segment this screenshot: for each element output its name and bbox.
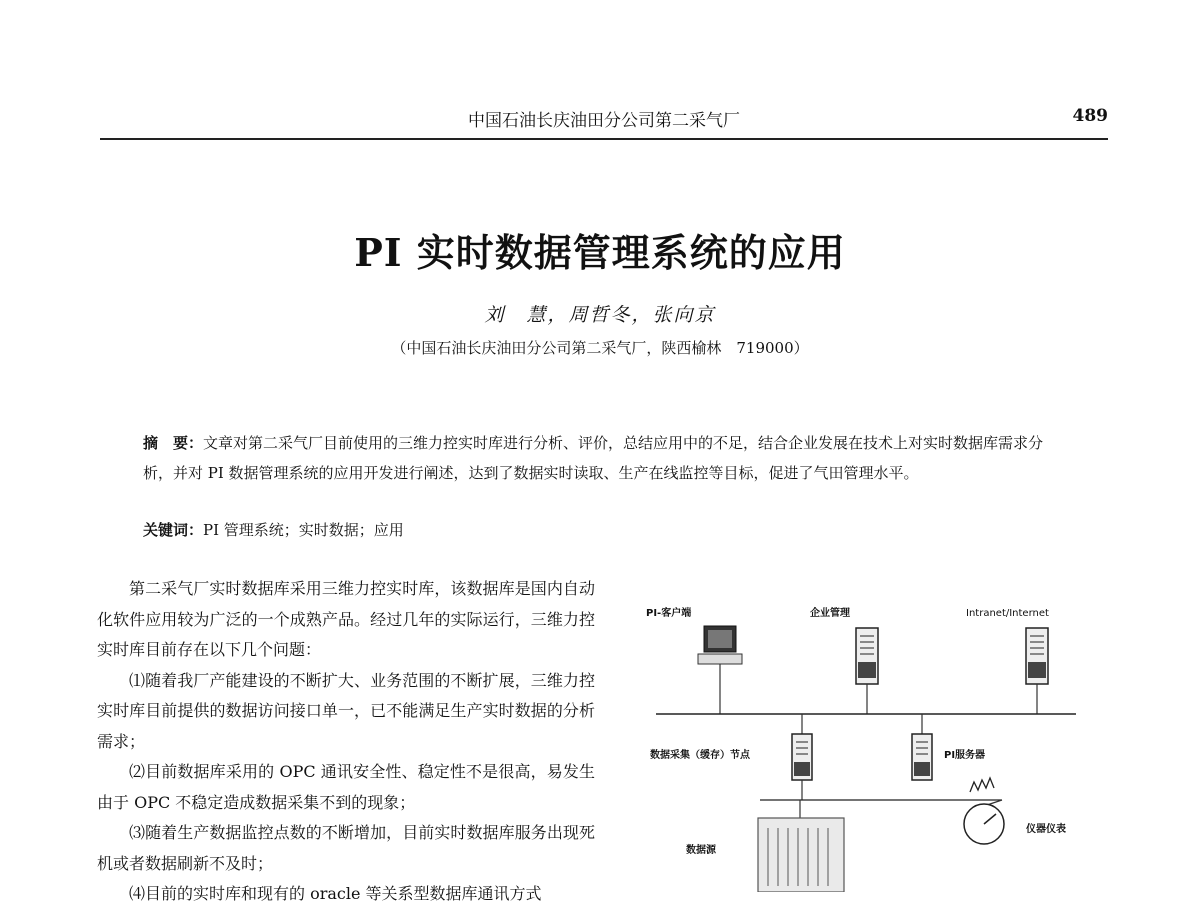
authors: 刘 慧，周哲冬，张向京 — [484, 304, 716, 326]
paper-title: PI 实时数据管理系统的应用 — [354, 230, 846, 275]
body-paragraph-4: ⑶随着生产数据监控点数的不断增加，目前实时数据库服务出现死机或者数据刷新不及时； — [97, 823, 595, 873]
body-paragraph-1: 第二采气厂实时数据库采用三维力控实时库，该数据库是国内自动化软件应用较为广泛的一个成熟产品。经过几年的实际运行，三维力控实时库目前存在以下几个问题： — [97, 579, 595, 659]
body-paragraph-5: ⑷目前的实时库和现有的 oracle 等关系型数据库通讯方式 — [129, 884, 542, 903]
body-paragraph-2: ⑴随着我厂产能建设的不断扩大、业务范围的不断扩展，三维力控实时库目前提供的数据访问接口单一，已不能满足生产实时数据的分析需求； — [97, 670, 595, 751]
pi-server-icon — [912, 714, 932, 780]
body-paragraph-3: ⑵目前数据库采用的 OPC 通讯安全性、稳定性不是很高，易发生由于 OPC 不稳定造成数据采集不到的现象； — [97, 762, 595, 812]
keywords-label: 关键词： — [143, 521, 204, 539]
keywords-text: PI 管理系统；实时数据；应用 — [203, 521, 404, 539]
keywords — [143, 519, 404, 540]
internet-label: Intranet/Internet — [966, 608, 1049, 619]
internet-server-icon — [1026, 628, 1048, 714]
abstract-text: 文章对第二采气厂目前使用的三维力控实时库进行分析、评价，总结应用中的不足，结合企业发展在技术上对实时数据库需求分析，并对 PI 数据管理系统的应用开发进行阐述，达到了数据实时读取、生产在线监控等目标，促进了气田管理水平。 — [143, 434, 1044, 482]
data-source-label: 数据源 — [686, 845, 716, 856]
architecture-figure — [628, 596, 1098, 892]
collector-label: 数据采集（缓存）节点 — [650, 750, 750, 761]
affiliation: （中国石油长庆油田分公司第二采气厂，陕西榆林 719000） — [391, 339, 809, 357]
pi-client-label: PI-客户端 — [646, 608, 692, 619]
instrument-label: 仪器仪表 — [1026, 824, 1066, 835]
abstract-label: 摘 要： — [143, 434, 204, 452]
computer-icon — [698, 626, 742, 714]
pi-server-label: PI服务器 — [944, 750, 986, 761]
abstract — [143, 428, 1068, 488]
running-header — [100, 104, 1108, 140]
journal-title: 中国石油长庆油田分公司第二采气厂 — [468, 111, 740, 131]
page-number: 489 — [1072, 106, 1108, 126]
data-source-rack-icon — [758, 818, 844, 892]
enterprise-label: 企业管理 — [810, 608, 850, 619]
enterprise-server-icon — [856, 628, 878, 714]
collector-server-icon — [792, 714, 812, 800]
instrument-gauge-icon — [964, 778, 1004, 844]
body-text — [97, 574, 595, 910]
